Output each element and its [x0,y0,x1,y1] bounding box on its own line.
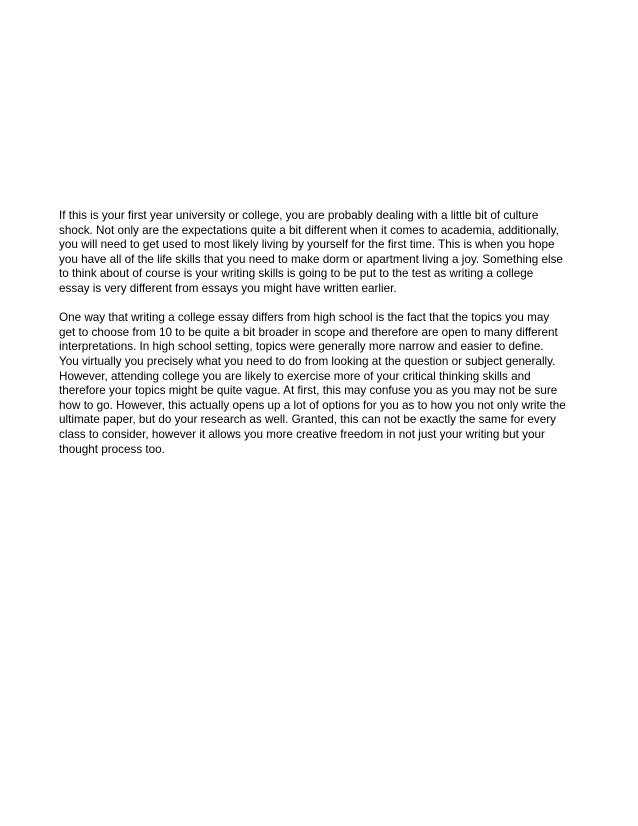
text-line: you will need to get used to most likely living by yourself for the first time. This is when you hope [59,238,555,252]
document-body [59,209,589,472]
text-line: One way that writing a college essay differs from high school is the fact that the topics you may [59,311,550,325]
text-line: You virtually you precisely what you need to do from looking at the question or subject generally. [59,354,556,368]
text-line: interpretations. In high school setting, topics were generally more narrow and easier to define. [59,340,544,354]
text-line: class to consider, however it allows you more creative freedom in not just your writing but your [59,427,545,441]
text-line: you have all of the life skills that you need to make dorm or apartment living a joy. Something else [59,252,563,266]
text-line: how to go. However, this actually opens up a lot of options for you as to how you not only write the [59,398,566,412]
paragraph-2 [59,311,589,457]
text-line: However, attending college you are likely to exercise more of your critical thinking skills and [59,369,531,383]
paragraph-1 [59,209,589,297]
text-line: If this is your first year university or college, you are probably dealing with a little bit of culture [59,209,539,222]
text-line: therefore your topics might be quite vague. At first, this may confuse you as you may not be sure [59,384,558,398]
text-line: essay is very different from essays you might have written earlier. [59,281,397,295]
text-line: shock. Not only are the expectations quite a bit different when it comes to academia, additionally, [59,223,559,237]
text-line: to think about of course is your writing skills is going to be put to the test as writing a college [59,267,534,281]
text-line: get to choose from 10 to be quite a bit broader in scope and therefore are open to many different [59,325,558,339]
text-line: ultimate paper, but do your research as well. Granted, this can not be exactly the same for every [59,413,556,427]
text-line: thought process too. [59,442,165,456]
